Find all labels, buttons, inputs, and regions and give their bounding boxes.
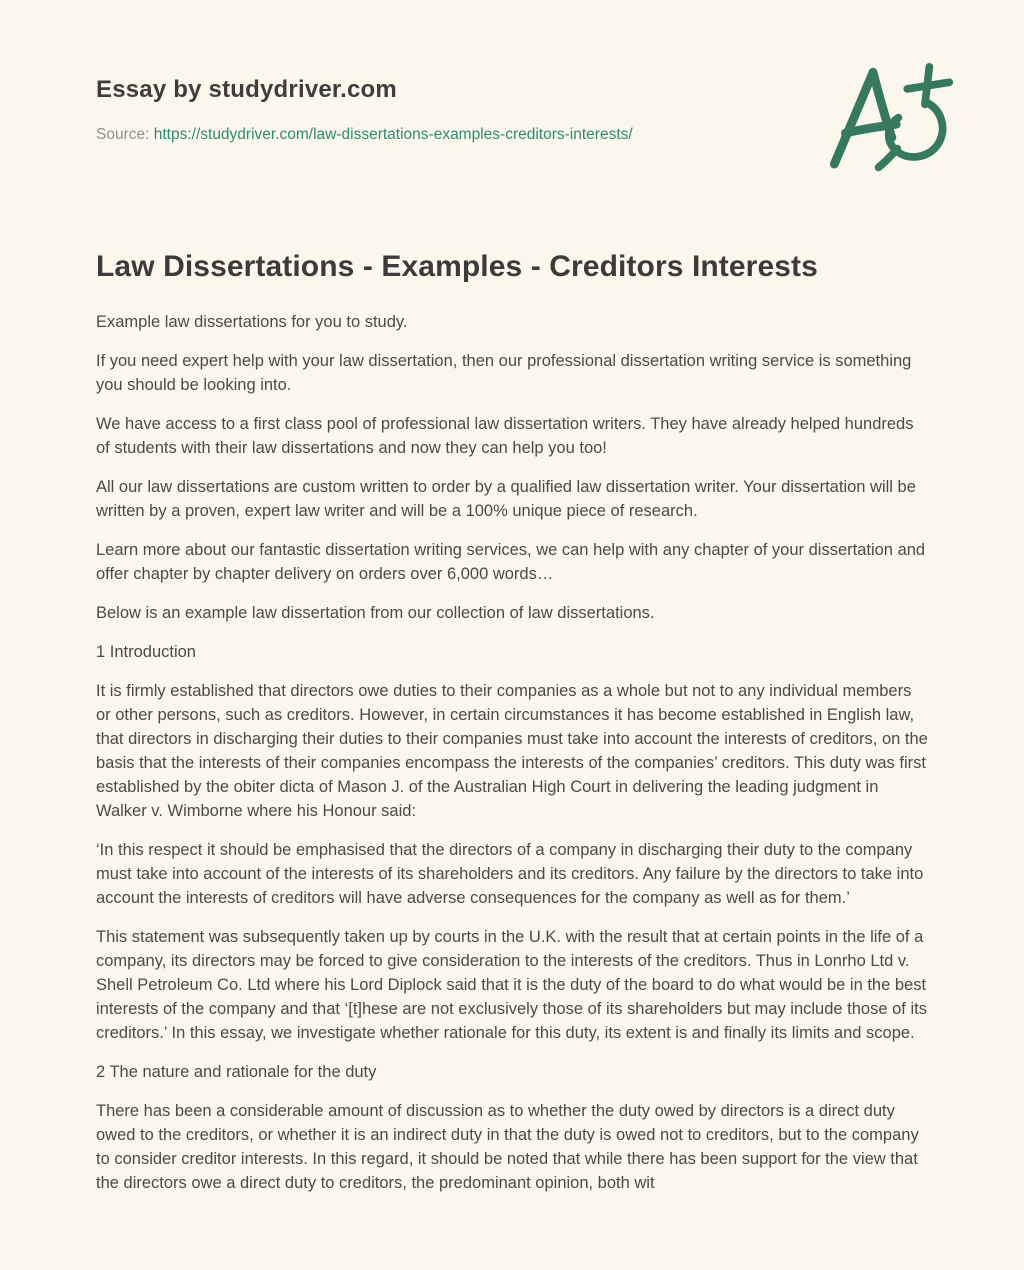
- paragraph: Below is an example law dissertation from our collection of law dissertations.: [96, 604, 655, 622]
- source-label: Source:: [96, 126, 150, 143]
- site-title: Essay by studydriver.com: [96, 76, 397, 103]
- paragraph: There has been a considerable amount of discussion as to whether the duty owed by directors is a direct duty owed to the creditors, or whether it is an indirect duty in that the duty is owed not to creditors, but to the company to consider creditor interests. In this regard, it should be noted that while there has been support for the view that the directors owe a direct duty to creditors, the predominant opinion, both wit: [96, 1102, 919, 1192]
- paragraph: It is firmly established that directors owe duties to their companies as a whole but not to any individual members or other persons, such as creditors. However, in certain circumstances it has become established in English law, that directors in discharging their duties to their companies must take into account the interests of creditors, on the basis that the interests of their companies encompass the interests of the companies’ creditors. This duty was first established by the obiter dicta of Mason J. of the Australian High Court in delivering the leading judgment in Walker v. Wimborne where his Honour said:: [96, 682, 928, 820]
- paragraph: We have access to a first class pool of professional law dissertation writers. They have already helped hundreds of students with their law dissertations and now they can help you too!: [96, 415, 914, 457]
- quote-paragraph: ‘In this respect it should be emphasised that the directors of a company in discharging their duty to the company must take into account of the interests of its shareholders and its creditors. Any failure by the directors to take into account the interests of creditors will have adverse consequences for the company as well as for them.’: [96, 841, 924, 907]
- source-link[interactable]: https://studydriver.com/law-dissertations-examples-creditors-interests/: [153, 126, 633, 143]
- article-title: Law Dissertations - Examples - Creditors Interests: [96, 250, 818, 283]
- source-line: [96, 126, 928, 144]
- paragraph: If you need expert help with your law dissertation, then our professional dissertation writing service is something you should be looking into.: [96, 352, 912, 394]
- paragraph: Learn more about our fantastic dissertation writing services, we can help with any chapter of your dissertation and offer chapter by chapter delivery on orders over 6,000 words…: [96, 541, 926, 583]
- paragraph: All our law dissertations are custom written to order by a qualified law dissertation writer. Your dissertation will be written by a proven, expert law writer and will be a 100% unique piece of research.: [96, 478, 916, 520]
- paragraph: This statement was subsequently taken up by courts in the U.K. with the result that at certain points in the life of a company, its directors may be forced to give consideration to the interests of the creditors. Thus in Lonrho Ltd v. Shell Petroleum Co. Ltd where his Lord Diplock said that it is the duty of the board to do what would be in the best interests of the company and that ‘[t]hese are not exclusively those of its shareholders but may include those of its creditors.’ In this essay, we investigate whether rationale for this duty, its extent is and finally its limits and scope.: [96, 928, 927, 1042]
- section-heading: 1 Introduction: [96, 643, 196, 661]
- paragraph: Example law dissertations for you to study.: [96, 313, 408, 331]
- article-body: [96, 310, 928, 1195]
- section-heading: 2 The nature and rationale for the duty: [96, 1063, 377, 1081]
